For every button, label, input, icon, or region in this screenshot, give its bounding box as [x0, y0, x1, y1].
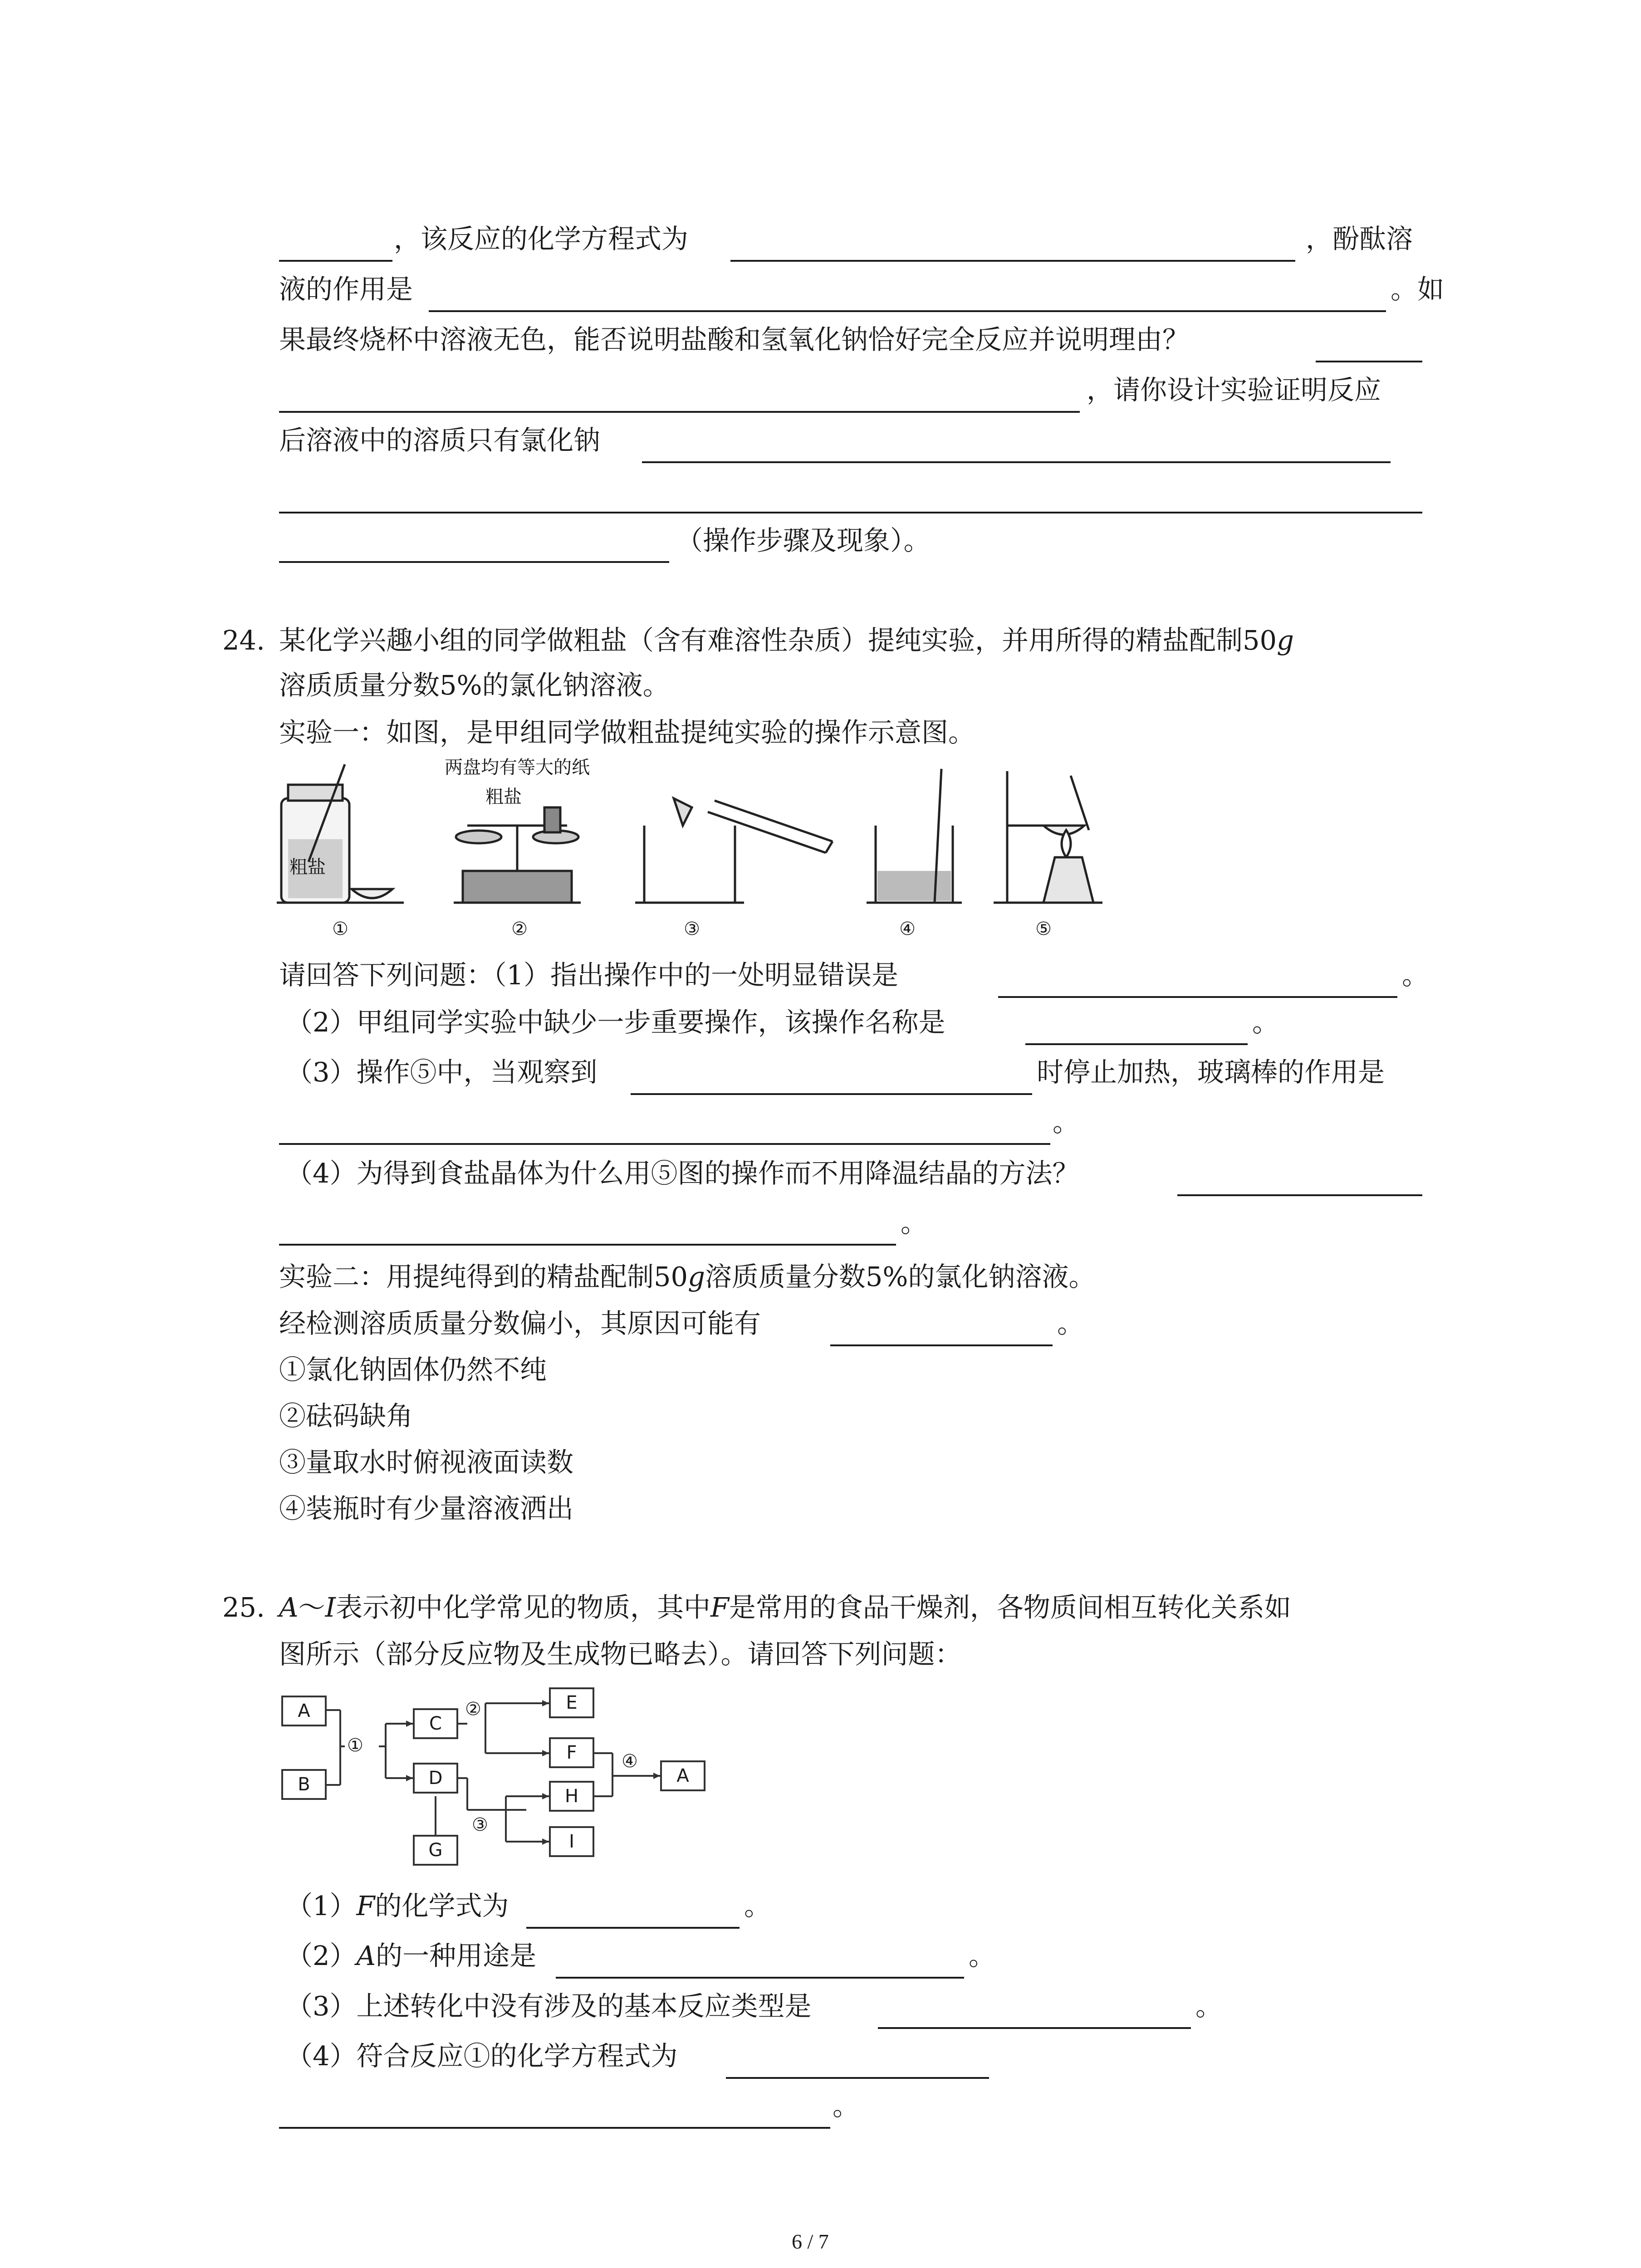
answer-blank[interactable] — [279, 411, 1080, 413]
box-d: D — [413, 1763, 458, 1794]
q25-part3: （3）上述转化中没有涉及的基本反应类型是 — [286, 1990, 812, 2022]
answer-blank[interactable] — [279, 1244, 896, 1246]
box-c: C — [413, 1708, 458, 1739]
answer-blank[interactable] — [429, 310, 1386, 312]
answer-blank[interactable] — [878, 2027, 1191, 2029]
q23-line2-text: 液的作用是 — [279, 274, 413, 305]
box-i: I — [549, 1826, 594, 1857]
q25-part4-end: 。 — [833, 2090, 860, 2121]
q24-part3-b: 时停止加热，玻璃棒的作用是 — [1037, 1056, 1385, 1088]
q25-part2-end: 。 — [969, 1940, 996, 1971]
box-b: B — [281, 1769, 327, 1800]
q25-part2: （2）A的一种用途是 — [286, 1940, 537, 1971]
answer-blank[interactable] — [631, 1093, 1032, 1095]
q25-part1-end: 。 — [744, 1890, 771, 1921]
reaction-mark-3: ③ — [472, 1814, 488, 1835]
q24-part4: （4）为得到食盐晶体为什么用⑤图的操作而不用降温结晶的方法？ — [286, 1158, 1079, 1189]
answer-blank[interactable] — [730, 260, 1295, 262]
diagram-connectors — [272, 1678, 726, 1887]
scale-note: 两盘均有等大的纸 — [445, 758, 590, 778]
figure-caption-5: ⑤ — [1035, 919, 1052, 939]
q25-stem-line2: 图所示（部分反应物及生成物已略去）。请回答下列问题： — [279, 1638, 962, 1670]
q24-part3-end: 。 — [1053, 1106, 1080, 1138]
option-4: ④装瓶时有少量溶液洒出 — [279, 1493, 574, 1524]
question-number: 25. — [222, 1592, 265, 1623]
scale-label: 粗盐 — [485, 787, 522, 807]
q23-line1-end: ，酚酞溶 — [1306, 223, 1413, 254]
answer-blank[interactable] — [526, 1927, 740, 1929]
answer-blank[interactable] — [642, 461, 1391, 463]
option-2: ②砝码缺角 — [279, 1400, 413, 1432]
salt-purification-figure — [272, 758, 1134, 948]
figure-caption-3: ③ — [684, 919, 700, 939]
question-number: 24. — [222, 625, 265, 656]
q24-stem-line1: 某化学兴趣小组的同学做粗盐（含有难溶性杂质）提纯实验，并用所得的精盐配制50g — [279, 625, 1294, 656]
q24-part3-a: （3）操作⑤中，当观察到 — [286, 1056, 598, 1088]
q25-part4: （4）符合反应①的化学方程式为 — [286, 2040, 678, 2072]
conversion-diagram — [272, 1678, 726, 1887]
reaction-mark-4: ④ — [622, 1751, 638, 1772]
box-e: E — [549, 1687, 594, 1718]
answer-blank[interactable] — [830, 1344, 1053, 1346]
answer-blank[interactable] — [1025, 1043, 1248, 1045]
reaction-mark-1: ① — [347, 1735, 363, 1756]
q23-line3-text: 果最终烧杯中溶液无色，能否说明盐酸和氢氧化钠恰好完全反应并说明理由？ — [279, 324, 1190, 355]
reaction-mark-2: ② — [465, 1699, 481, 1720]
box-a-product: A — [660, 1760, 705, 1791]
box-a: A — [281, 1696, 327, 1726]
q24-part2: （2）甲组同学实验中缺少一步重要操作，该操作名称是 — [286, 1007, 945, 1038]
answer-blank[interactable] — [279, 2127, 830, 2129]
answer-blank[interactable] — [279, 1143, 1050, 1145]
answer-blank[interactable] — [726, 2077, 989, 2079]
q24-part2-end: 。 — [1252, 1007, 1279, 1038]
box-h: H — [549, 1781, 594, 1812]
answer-blank[interactable] — [556, 1977, 964, 1979]
q24-part1-end: 。 — [1402, 959, 1429, 991]
q25-stem-line1: A～I表示初中化学常见的物质，其中F是常用的食品干燥剂，各物质间相互转化关系如 — [279, 1592, 1291, 1623]
answer-blank[interactable] — [279, 561, 669, 563]
figure-caption-2: ② — [511, 919, 528, 939]
q25-part3-end: 。 — [1195, 1990, 1223, 2022]
option-1: ①氯化钠固体仍然不纯 — [279, 1354, 547, 1385]
option-3: ③量取水时俯视液面读数 — [279, 1447, 574, 1478]
q23-line2-end: 。如 — [1391, 274, 1445, 305]
answer-blank[interactable] — [279, 260, 392, 262]
q25-part1: （1）F的化学式为 — [286, 1890, 509, 1921]
page-number: 6 / 7 — [792, 2230, 829, 2253]
q24-experiment2-end: 。 — [1057, 1308, 1084, 1339]
q23-line1-text: ，该反应的化学方程式为 — [394, 223, 689, 254]
q24-stem-line2: 溶质质量分数5%的氯化钠溶液。 — [279, 670, 670, 701]
jar-label: 粗盐 — [289, 857, 326, 878]
q24-experiment2-question: 经检测溶质质量分数偏小，其原因可能有 — [279, 1308, 761, 1339]
q23-line4-text: ，请你设计实验证明反应 — [1087, 374, 1381, 406]
q23-line7-text: （操作步骤及现象）。 — [676, 525, 931, 556]
q24-part4-end: 。 — [901, 1207, 928, 1238]
answer-blank[interactable] — [998, 996, 1397, 998]
box-g: G — [413, 1835, 458, 1866]
figure-caption-4: ④ — [899, 919, 916, 939]
q23-line5-text: 后溶液中的溶质只有氯化钠 — [279, 425, 601, 456]
answer-blank[interactable] — [1177, 1194, 1422, 1196]
answer-blank[interactable] — [1316, 361, 1422, 362]
box-f: F — [549, 1737, 594, 1768]
q24-experiment1-intro: 实验一：如图，是甲组同学做粗盐提纯实验的操作示意图。 — [279, 717, 975, 748]
figure-caption-1: ① — [332, 919, 348, 939]
q24-experiment2: 实验二：用提纯得到的精盐配制50g溶质质量分数5%的氯化钠溶液。 — [279, 1261, 1096, 1292]
q24-part1: 请回答下列问题：（1）指出操作中的一处明显错误是 — [279, 959, 899, 991]
answer-blank[interactable] — [279, 512, 1422, 513]
